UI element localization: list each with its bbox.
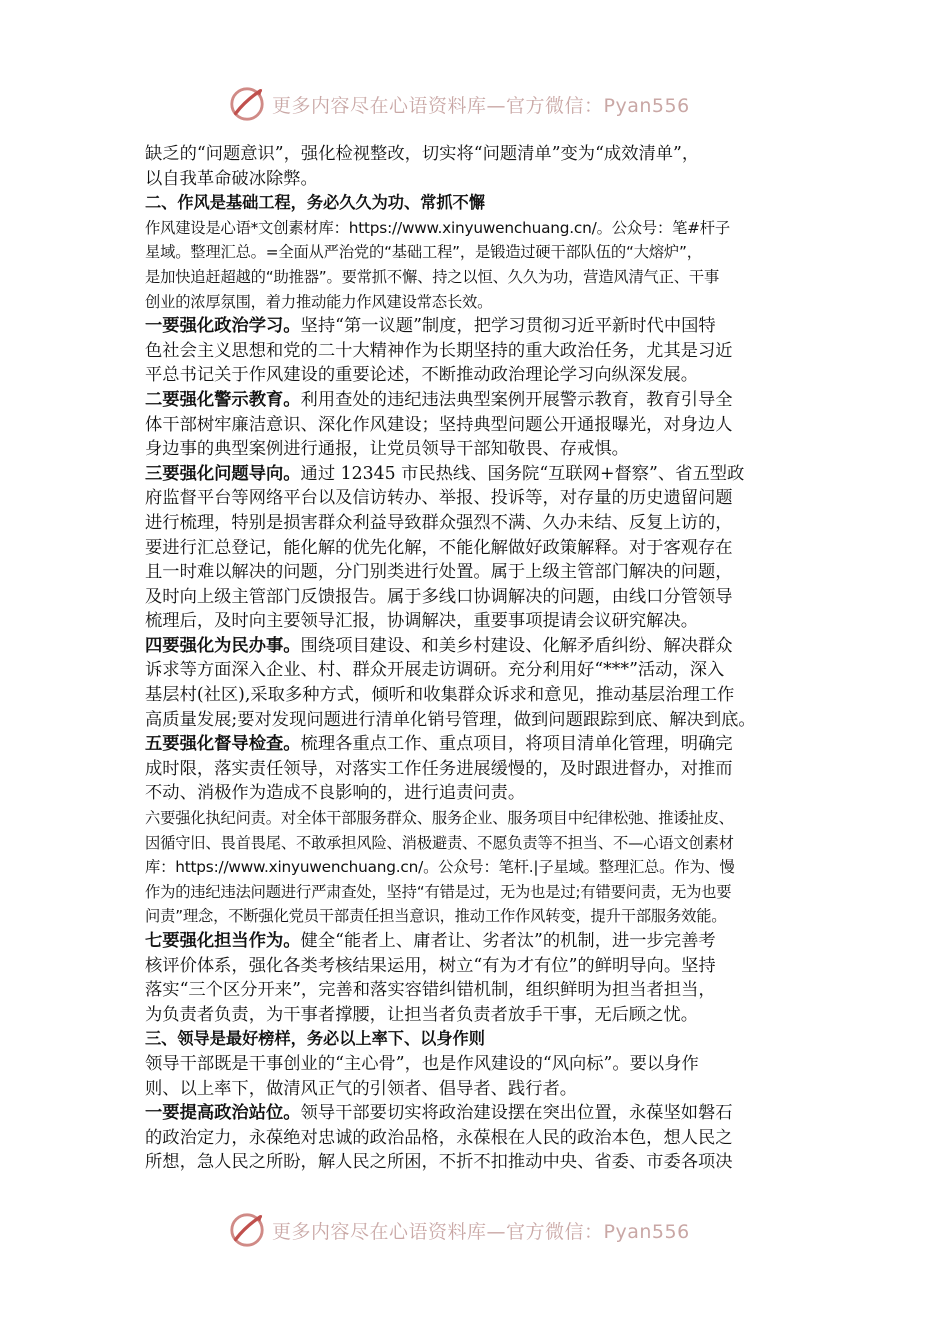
text-line	[145, 314, 813, 339]
line-text: 库：https://www.xinyuwenchuang.cn/。公众号：笔杆.|子星域。整理汇总。作为、慢	[145, 858, 735, 877]
section-heading	[145, 191, 813, 216]
text-line	[145, 290, 813, 315]
line-text: 利用查处的违纪违法典型案例开展警示教育，教育引导全	[300, 389, 733, 410]
line-text: 色社会主义思想和党的二十大精神作为长期坚持的重大政治任务，尤其是习近	[145, 340, 733, 361]
line-text: 为负责者负责，为干事者撑腰，让担当者负责者放手干事，无后顾之忧。	[145, 1004, 699, 1025]
line-text: 及时向上级主管部门反馈报告。属于多线口协调解决的问题，由线口分管领导	[145, 586, 733, 607]
line-text: 基层村(社区),采取多种方式，倾听和收集群众诉求和意见，推动基层治理工作	[145, 685, 735, 706]
line-text: 领导干部既是干事创业的“主心骨”，也是作风建设的“风向标”。要以身作	[145, 1053, 699, 1074]
text-line	[145, 609, 813, 634]
text-line	[145, 880, 813, 905]
line-text: 因循守旧、畏首畏尾、不敢承担风险、消极避责、不愿负责等不担当、不—心语文创素材	[145, 833, 734, 852]
line-text: 作风建设是心语*文创素材库：https://www.xinyuwenchuang.cn/。公众号：笔#杆子	[145, 218, 730, 237]
line-text: 健全“能者上、庸者让、劣者汰”的机制，进一步完善考	[300, 931, 716, 951]
text-line	[145, 1126, 813, 1151]
text-line	[145, 1003, 813, 1028]
text-line	[145, 1101, 813, 1126]
writing-logo-icon	[228, 85, 266, 123]
line-text: 三、领导是最好榜样，务必以上率下、以身作则	[145, 1029, 485, 1049]
text-line	[145, 781, 813, 806]
line-text: 是加快追赶超越的“助推器”。要常抓不懈、持之以恒、久久为功，营造风清气正、干事	[145, 267, 720, 286]
text-line	[145, 216, 813, 241]
text-line	[145, 560, 813, 585]
line-text: 身边事的典型案例进行通报，让党员领导干部知敬畏、存戒惧。	[145, 439, 629, 460]
text-line	[145, 363, 813, 388]
writing-logo-icon	[228, 1211, 266, 1249]
paragraph-lead: 二要强化警示教育。	[145, 389, 301, 410]
text-line	[145, 265, 813, 290]
text-line	[145, 240, 813, 265]
line-text: 府监督平台等网络平台以及信访转办、举报、投诉等，对存量的历史遗留问题	[145, 488, 733, 509]
text-line	[145, 806, 813, 831]
paragraph-lead: 一要强化政治学习。	[145, 316, 301, 337]
text-line	[145, 462, 813, 487]
text-line	[145, 339, 813, 364]
line-text: 星域。整理汇总。=全面从严治党的“基础工程”，是锻造过硬干部队伍的“大熔炉”，	[145, 243, 702, 262]
section-heading	[145, 1027, 813, 1052]
text-line	[145, 732, 813, 757]
line-text: 作为的违纪违法问题进行严肃查处，坚持“有错是过，无为也是过;有错要问责，无为也要	[145, 882, 732, 901]
text-line	[145, 708, 813, 733]
line-text: 坚持“第一议题”制度，把学习贯彻习近平新时代中国特	[300, 316, 716, 337]
text-line	[145, 978, 813, 1003]
text-line	[145, 757, 813, 782]
line-text: 创业的浓厚氛围，着力推动能力作风建设常态长效。	[145, 292, 493, 311]
line-text: 不动、消极作为造成不良影响的，进行追责问责。	[145, 783, 526, 804]
line-text: 以自我革命破冰除弊。	[145, 168, 318, 189]
line-text: 且一时难以解决的问题，分门别类进行处置。属于上级主管部门解决的问题，	[145, 562, 733, 583]
text-line	[145, 1052, 813, 1077]
document-body	[145, 142, 813, 1175]
text-line	[145, 634, 813, 659]
text-line	[145, 142, 813, 167]
line-text: 围绕项目建设、和美乡村建设、化解矛盾纠纷、解决群众	[300, 635, 733, 656]
footer-banner	[228, 1210, 748, 1250]
line-text: 梳理各重点工作、重点项目，将项目清单化管理，明确完	[300, 734, 733, 755]
line-text: 要进行汇总登记，能化解的优先化解，不能化解做好政策解释。对于客观存在	[145, 537, 733, 558]
line-text: 平总书记关于作风建设的重要论述，不断推动政治理论学习向纵深发展。	[145, 365, 699, 386]
line-text: 问责”理念，不断强化党员干部责任担当意识，推动工作作风转变，提升干部服务效能。	[145, 907, 727, 926]
banner-text: 更多内容尽在心语资料库—官方微信：Pyan556	[272, 1220, 690, 1243]
text-line	[145, 437, 813, 462]
line-text: 所想，急人民之所盼，解人民之所困，不折不扣推动中央、省委、市委各项决	[145, 1152, 733, 1173]
line-text: 通过 12345 市民热线、国务院“互联网+督察”、省五型政	[300, 463, 745, 484]
line-text: 诉求等方面深入企业、村、群众开展走访调研。充分利用好“***”活动，深入	[145, 660, 725, 681]
text-line	[145, 388, 813, 413]
text-line	[145, 1150, 813, 1175]
text-line	[145, 486, 813, 511]
line-text: 落实“三个区分开来”，完善和落实容错纠错机制，组织鲜明为担当者担当，	[145, 980, 716, 1001]
paragraph-lead: 七要强化担当作为。	[145, 931, 301, 951]
text-line	[145, 536, 813, 561]
paragraph-lead: 一要提高政治站位。	[145, 1103, 301, 1124]
line-text: 进行梳理，特别是损害群众利益导致群众强烈不满、久办未结、反复上访的，	[145, 512, 733, 533]
line-text: 二、作风是基础工程，务必久久为功、常抓不懈	[145, 193, 485, 213]
line-text: 成时限，落实责任领导，对落实工作任务进展缓慢的，及时跟进督办，对推而	[145, 758, 733, 779]
text-line	[145, 929, 813, 954]
paragraph-lead: 五要强化督导检查。	[145, 734, 301, 755]
text-line	[145, 831, 813, 856]
banner-text: 更多内容尽在心语资料库—官方微信：Pyan556	[272, 94, 690, 117]
text-line	[145, 658, 813, 683]
line-text: 的政治定力，永葆绝对忠诚的政治品格，永葆根在人民的政治本色，想人民之	[145, 1127, 733, 1148]
paragraph-lead: 四要强化为民办事。	[145, 635, 301, 656]
text-line	[145, 683, 813, 708]
text-line	[145, 167, 813, 192]
paragraph-lead: 三要强化问题导向。	[145, 463, 301, 484]
line-text: 缺乏的“问题意识”，强化检视整改，切实将“问题清单”变为“成效清单”，	[145, 144, 700, 164]
line-text: 高质量发展;要对发现问题进行清单化销号管理，做到问题跟踪到底、解决到底。	[145, 709, 756, 730]
text-line	[145, 904, 813, 929]
line-text: 则、以上率下，做清风正气的引领者、倡导者、践行者。	[145, 1078, 578, 1099]
line-text: 核评价体系，强化各类考核结果运用，树立“有为才有位”的鲜明导向。坚持	[145, 955, 716, 976]
text-line	[145, 954, 813, 979]
line-text: 体干部树牢廉洁意识、深化作风建设；坚持典型问题公开通报曝光，对身边人	[145, 414, 733, 435]
text-line	[145, 413, 813, 438]
line-text: 六要强化执纪问责。对全体干部服务群众、服务企业、服务项目中纪律松弛、推诿扯皮、	[145, 809, 734, 828]
text-line	[145, 855, 813, 880]
text-line	[145, 1077, 813, 1102]
line-text: 梳理后，及时向主要领导汇报，协调解决，重要事项提请会议研究解决。	[145, 611, 699, 632]
header-banner	[228, 84, 748, 124]
text-line	[145, 585, 813, 610]
line-text: 领导干部要切实将政治建设摆在突出位置，永葆坚如磐石	[300, 1103, 733, 1124]
text-line	[145, 511, 813, 536]
